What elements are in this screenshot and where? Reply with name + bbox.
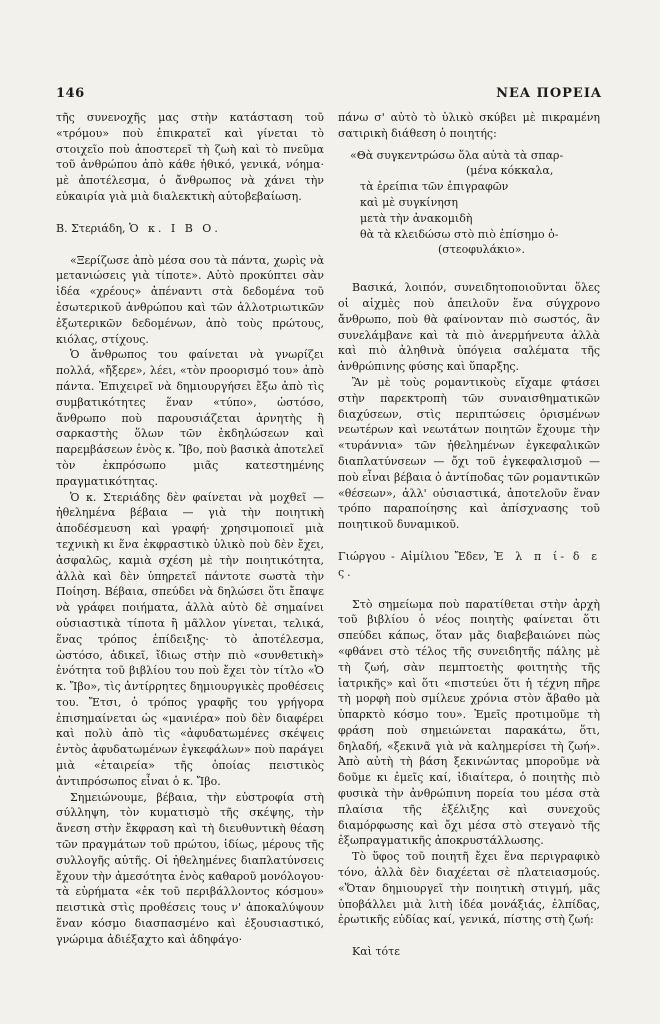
paragraph: Βασικά, λοιπόν, συνειδητοποιοῦνται ὅλες οἱ αἰχμὲς ποὺ ἀπειλοῦν ἕνα σύγχρονο ἄνθρωπο, ποὺ θὰ φαίνονταν πιὸ σωστός, ἂν συνελάμβανε καὶ τὰ πιὸ ἀνερμήνευτα ἀλλὰ καὶ πιὸ ἀληθινὰ ὑπόγεια σαλέματα τῆς ἀνθρώπινης φύσης καὶ ὕπαρξης. xyxy=(338,281,600,374)
paragraph: Ἂν μὲ τοὺς ρομαντικοὺς εἴχαμε φτάσει στὴν παρεκτροπὴ τῶν συναισθηματικῶν διαχύσεων, στὶς περιπτώσεις ὁρισμένων νεωτέρων καὶ νεωτάτων ποιητῶν ἔχουμε τὴν «τυράννια» τῶν ἠθελημένων ἐγκεφαλικῶν διαπλατύνσεων — ὄχι τοῦ ἐγκεφαλισμοῦ — ποὺ εἶναι βέβαια ὁ ἀντίποδας τῶν ρομαντικῶν «θέσεων», ἀλλ' οὐσιαστικά, ἀποτελοῦν ἕναν τρόπο παραποίησης καὶ ἀπίσχνασης τοῦ ποιητικοῦ δυναμικοῦ. xyxy=(338,375,600,532)
review-heading xyxy=(338,549,600,581)
review-book-title: Ὁ κ. Ι Β Ο. xyxy=(129,221,221,235)
page-header xyxy=(56,86,602,102)
review-author: Β. Στεριάδη, xyxy=(56,221,126,235)
poem-line: μετὰ τὴν ἀνακομιδὴ xyxy=(360,211,473,225)
poem-start-line: Καὶ τότε xyxy=(352,945,400,959)
review-book-title: Ἔδεν, xyxy=(454,549,489,563)
right-column xyxy=(338,110,600,960)
poem-quote xyxy=(338,148,600,259)
poem-line: τὰ ἐρείπια τῶν ἐπιγραφῶν xyxy=(360,180,509,194)
poem-line: θὰ τὰ κλειδώσω στὸ πιὸ ἐπίσημο ὁ- xyxy=(360,227,559,241)
review-author: Γιώργου - Αἰμίλιου xyxy=(338,549,449,563)
paragraph: Ὁ ἄνθρωπος του φαίνεται νὰ γνωρίζει πολλά, «ἤξερε», λέει, «τὸν προορισμό του» ἀπὸ πάντα. Ἐπιχειρεῖ νὰ δημιουργήσει ἔξω ἀπὸ τὶς συμβατικότητες ἕναν «τύπο», ὡστόσο, ἄνθρωπο ποὺ παρουσιάζεται ἀρνητὴς ἢ σαρκαστὴς ὅλων τῶν ἐκδηλώσεων καὶ παρεμβάσεων ἑνὸς κ. Ἴβο, ποὺ βασικὰ ἀποτελεῖ τὸν ἐκπρόσωπο μιᾶς κατεστημένης πραγματικότητας. xyxy=(56,348,324,488)
poem-line: «Θὰ συγκεντρώσω ὅλα αὐτὰ τὰ σπαρ- xyxy=(350,148,564,162)
paragraph: πάνω σ' αὐτὸ τὸ ὑλικὸ σκύβει μὲ πικραμένη σατιρικὴ διάθεση ὁ ποιητής: xyxy=(338,111,600,140)
paragraph: Σημειώνουμε, βέβαια, τὴν εὐστροφία στὴ σύλληψη, τὸν κυματισμὸ τῆς σκέψης, τὴν ἄνεση στὴν ἔκφραση καὶ τὴ διευθυντικὴ θέαση τῶν πραγμάτων τοῦ πρώτου, ἰδίως, μέρους τῆς συλλογῆς αὐτῆς. Οἱ ἠθελημένες διαπλατύνσεις ἔχουν τὴν ἀμεσότητα ἑνὸς καθαροῦ μονόλογου· τὰ εὑρήματα «ἐκ τοῦ περιβάλλοντος κόσμου» πειστικὰ στὶς προθέσεις τους ν' ἀποκαλύψουν ἕναν κόσμο διασπασμένο καὶ ἐξουσιαστικό, γνώριμα ἀδιέξαχτο καὶ ἀδηφάγο· xyxy=(56,790,324,946)
poem-line: (στεοφυλάκιο». xyxy=(438,243,526,257)
review-heading xyxy=(56,221,324,237)
paragraph: Τὸ ὕφος τοῦ ποιητῆ ἔχει ἕνα περιγραφικὸ τόνο, ἀλλὰ δὲν διαχέεται σὲ πλατειασμούς. «Ὅταν δημιουργεῖ τὴν ποιητικὴ στιγμή, μᾶς ὑποβάλλει μιὰ λιτὴ ἰδέα μονάξιάς, ἐλπίδας, ἐρωτικῆς εὐδίας καί, γενικά, πίστης στὴ ζωή: xyxy=(338,850,600,927)
poem-line: (μένα κόκκαλα, xyxy=(466,164,554,178)
review-book-title-2: Ἐ λ π ί- xyxy=(494,549,568,563)
review-book-title-3: δ ε ς. xyxy=(338,549,601,579)
left-column xyxy=(56,110,324,948)
paragraph: «Ξερίζωσε ἀπὸ μέσα σου τὰ πάντα, χωρὶς νὰ μετανιώσεις γιὰ τίποτε». Αὐτὸ προκύπτει σὰν ἰδέα «χρέους» ἀπέναντι στὰ δεδομένα τοῦ ἐσωτερικοῦ ἀνθρώπου καὶ τῶν ἀλλοτριωτικῶν ἐξωτερικῶν δεδομένων, ἀπὸ τοὺς πρώτους, κιόλας, στίχους. xyxy=(56,253,324,346)
journal-title: ΝΕΑ ΠΟΡΕΙΑ xyxy=(496,86,602,101)
poem-line: καὶ μὲ συγκίνηση xyxy=(360,195,458,209)
paragraph: Στὸ σημείωμα ποὺ παρατίθεται στὴν ἀρχὴ τοῦ βιβλίου ὁ νέος ποιητὴς φαίνεται ὅτι σπεύδει κάπως, ὅταν μᾶς διαβεβαιώνει πὼς «φθάνει στὸ τέλος τῆς συνειδητῆς πάλης μὲ τὴ ζωή, σὰν πεμπτοετὴς φοιτητὴς τῆς ἰατρικῆς» καὶ ὅτι «πιστεύει ὅτι ἡ τέχνη πῆρε τὴ μορφὴ ποὺ σμίλευε χρόνια στὸν ἄβαθο μὰ ὑπαρκτὸ κόσμο του». Ἐμεῖς προτιμοῦμε τὴ φράση ποὺ σημειώνεται παρακάτω, ὅτι, δηλαδή, «ξεκινᾶ γιὰ νὰ καλημερίσει τὴ ζωή». Ἀπὸ αὐτὴ τὴ βάση ξεκινώντας μποροῦμε νὰ δοῦμε κι ἐμεῖς καί, ἰδιαίτερα, ὁ ποιητὴς πιὸ φυσικὰ τὴν ἀνθρώπινη πορεία του μέσα στὰ πλαίσια τῆς ἐξέλιξης καὶ συνεχοῦς διαμόρφωσης καὶ ὄχι μέσα στὸ στεγανὸ τῆς ἐξωπραγματικῆς ἀποκρυστάλλωσης. xyxy=(338,597,600,848)
page-number: 146 xyxy=(56,86,85,101)
paragraph: τῆς συνενοχῆς μας στὴν κατάσταση τοῦ «τρόμου» ποὺ ἐπικρατεῖ καὶ γίνεται τὸ στοιχεῖο ποὺ ἀποστερεῖ τὴ ζωὴ καὶ τὸ πνεῦμα τοῦ ἀνθρώπου ἀπὸ κάθε ἠθικό, γενικά, νόημα· μὲ ἀποτέλεσμα, ὁ ἄνθρωπος νὰ χάνει τὴν εὐκαιρία γιὰ μιὰ διαλεκτικὴ αὐτοβεβαίωση. xyxy=(56,111,324,203)
paragraph: Ὁ κ. Στεριάδης δὲν φαίνεται νὰ μοχθεῖ — ἠθελημένα βέβαια — γιὰ τὴν ποιητικὴ ἀποδέσμευση καὶ γραφή· χρησιμοποιεῖ μιὰ τεχνικὴ κι ἕνα ἐκφραστικὸ ὑλικὸ ποὺ δὲν ἔχει, ἀσφαλῶς, καμιὰ σχέση μὲ τὴν ποιητικότητα, ἀλλὰ καὶ δὲν ὑπηρετεῖ πάντοτε σωστὰ τὴν Ποίηση. Βέβαια, σπεύδει νὰ δηλώσει ὅτι ἔπαψε νὰ γράφει ποιήματα, ἀλλὰ αὐτὸ δὲ σημαίνει οὐσιαστικὰ τίποτα ἢ μᾶλλον γίνεται, τελικά, ἕνας τρόπος ἐπίδειξης· τὸ ἀποτέλεσμα, ὡστόσο, ἀδικεῖ, ἴδιως στὴν πιὸ «συνθετικὴ» ἑνότητα τοῦ βιβλίου του ποὺ ἔχει τὸν τίτλο «Ὁ κ. Ἴβο», τὶς ἀντίρρητες δημιουργικὲς προθέσεις του. Ἔτσι, ὁ τρόπος γραφῆς του γρήγορα ἐπισημαίνεται ὡς «μανιέρα» ποὺ δὲν διαφέρει καὶ πολὺ ἀπὸ τὶς «ἀφυδατωμένες σκέψεις ἐντὸς ἀφυδατωμένων ἐγκεφάλων» ποὺ παράγει μιὰ «ἑταιρεία» τῆς ὁποίας πειστικὸς ἀντιπρόσωπος εἶναι ὁ κ. Ἴβο. xyxy=(56,490,324,788)
